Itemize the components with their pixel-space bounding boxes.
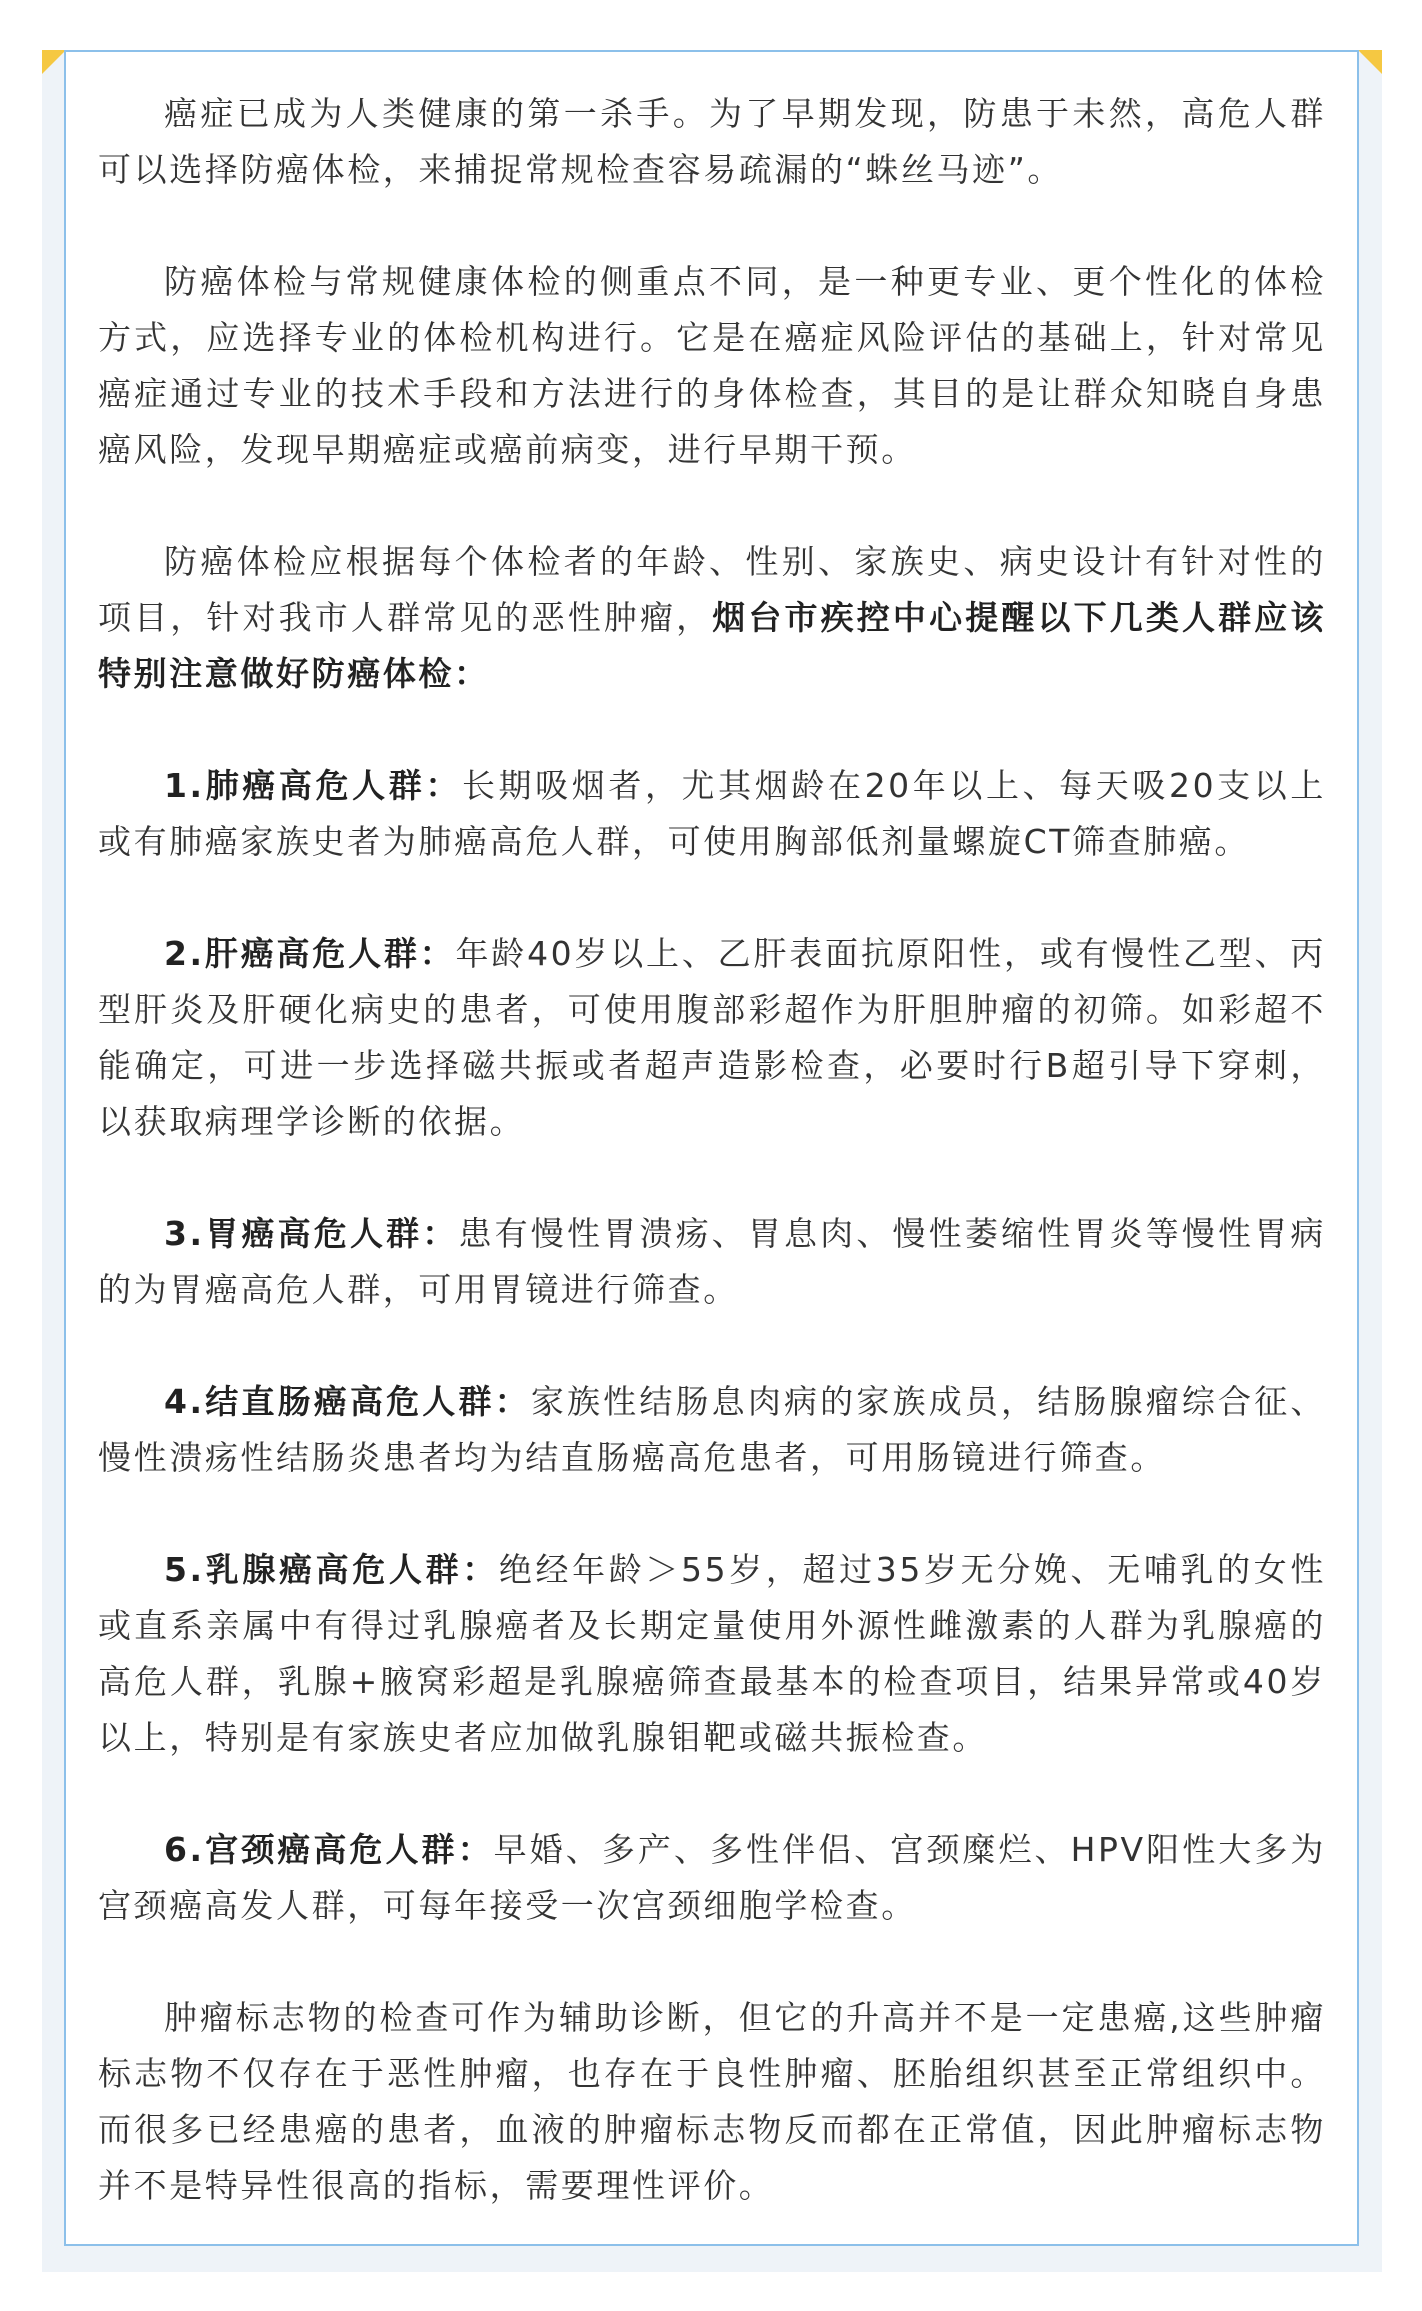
tumor-marker-paragraph: 肿瘤标志物的检查可作为辅助诊断，但它的升高并不是一定患癌,这些肿瘤标志物不仅存在于恶性肿瘤，也存在于良性肿瘤、胚胎组织甚至正常组织中。而很多已经患癌的患者，血液的肿瘤标志物反而都在正常值，因此肿瘤标志物并不是特异性很高的指标，需要理性评价。 xyxy=(98,1998,1326,2205)
risk-group-title: 1.肺癌高危人群： xyxy=(164,766,462,805)
intro-paragraph: 癌症已成为人类健康的第一杀手。为了早期发现，防患于未然，高危人群可以选择防癌体检，来捕捉常规检查容易疏漏的“蛛丝马迹”。 xyxy=(98,94,1326,189)
risk-group-title: 6.宫颈癌高危人群： xyxy=(164,1830,494,1869)
corner-decoration-left xyxy=(42,50,66,74)
article-card xyxy=(64,50,1359,2246)
reminder-paragraph xyxy=(98,534,1326,702)
risk-group-text: 患有慢性胃溃疡、胃息肉、慢性萎缩性胃炎等慢性胃病的为胃癌高危人群，可用胃镜进行筛查。 xyxy=(98,1214,1326,1309)
risk-group-title: 5.乳腺癌高危人群： xyxy=(164,1550,499,1589)
risk-group-text: 早婚、多产、多性伴侣、宫颈糜烂、HPV阳性大多为宫颈癌高发人群，可每年接受一次宫颈细胞学检查。 xyxy=(98,1830,1326,1925)
risk-group-title: 4.结直肠癌高危人群： xyxy=(164,1382,531,1421)
article-content xyxy=(98,86,1326,2270)
definition-paragraph: 防癌体检与常规健康体检的侧重点不同，是一种更专业、更个性化的体检方式，应选择专业的体检机构进行。它是在癌症风险评估的基础上，针对常见癌症通过专业的技术手段和方法进行的身体检查，其目的是让群众知晓自身患癌风险，发现早期癌症或癌前病变，进行早期干预。 xyxy=(98,262,1326,469)
corner-decoration-right xyxy=(1358,50,1382,74)
risk-group-text: 长期吸烟者，尤其烟龄在20年以上、每天吸20支以上或有肺癌家族史者为肺癌高危人群，可使用胸部低剂量螺旋CT筛查肺癌。 xyxy=(98,766,1326,861)
risk-group-title: 2.肝癌高危人群： xyxy=(164,934,456,973)
risk-group-liver xyxy=(98,926,1326,1150)
risk-group-text: 年龄40岁以上、乙肝表面抗原阳性，或有慢性乙型、丙型肝炎及肝硬化病史的患者，可使用腹部彩超作为肝胆肿瘤的初筛。如彩超不能确定，可进一步选择磁共振或者超声造影检查，必要时行B超引导下穿刺，以获取病理学诊断的依据。 xyxy=(98,934,1326,1141)
risk-group-stomach xyxy=(98,1206,1326,1318)
risk-group-breast xyxy=(98,1542,1326,1766)
risk-group-text: 家族性结肠息肉病的家族成员，结肠腺瘤综合征、慢性溃疡性结肠炎患者均为结直肠癌高危患者，可用肠镜进行筛查。 xyxy=(98,1382,1326,1477)
reminder-highlight: 烟台市疾控中心提醒以下几类人群应该特别注意做好防癌体检： xyxy=(98,598,1326,693)
risk-group-title: 3.胃癌高危人群： xyxy=(164,1214,459,1253)
risk-group-colorectal xyxy=(98,1374,1326,1486)
risk-group-lung xyxy=(98,758,1326,870)
risk-group-text: 绝经年龄＞55岁，超过35岁无分娩、无哺乳的女性或直系亲属中有得过乳腺癌者及长期定量使用外源性雌激素的人群为乳腺癌的高危人群，乳腺+腋窝彩超是乳腺癌筛查最基本的检查项目，结果异常或40岁以上，特别是有家族史者应加做乳腺钼靶或磁共振检查。 xyxy=(98,1550,1326,1757)
risk-group-cervical xyxy=(98,1822,1326,1934)
reminder-text: 防癌体检应根据每个体检者的年龄、性别、家族史、病史设计有针对性的项目，针对我市人群常见的恶性肿瘤， xyxy=(98,542,1326,637)
